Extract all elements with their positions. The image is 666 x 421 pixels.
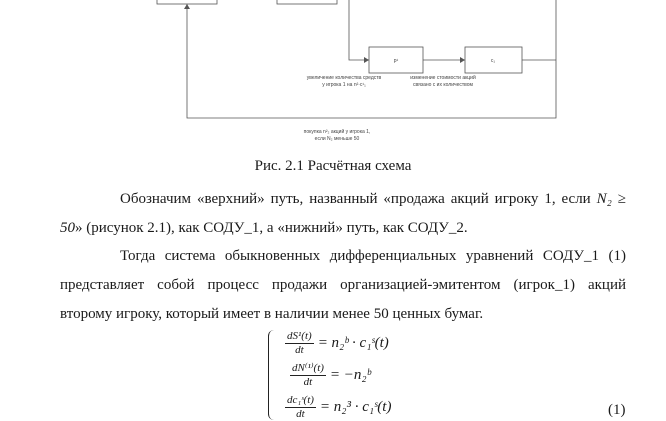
equation-2-fraction (290, 362, 326, 389)
label-bottom-line1: покупка n²₂ акций у игрока 1, (303, 129, 371, 135)
equation-2 (290, 362, 371, 389)
equation-1-fraction (285, 330, 314, 357)
equation-1-numerator: dS¹(t) (287, 330, 312, 342)
paragraph-system-description: Тогда система обыкновенных дифференциальных уравнений СОДУ_1 (1) представляет собой процесс продажи организацией-эмитентом (игрок_1) акций второму игроку, который имеет в наличии менее 50 ценных бумаг. (60, 248, 626, 322)
label-left-line1: увеличение количества средств (306, 75, 382, 81)
diagram-feedback-line (187, 0, 556, 118)
equation-1 (285, 330, 389, 357)
equation-3-rhs: = n₂³ · c₁ˢ(t) (319, 399, 392, 415)
equation-1-denominator: dt (295, 344, 304, 356)
paragraph-text-b: » (рисунок 2.1), как СОДУ_1, а «нижний» путь, как СОДУ_2. (75, 220, 468, 236)
equation-3-numerator: dc₁ˢ(t) (287, 394, 314, 406)
figure-caption: Рис. 2.1 Расчётная схема (254, 158, 412, 174)
diagram-arrowhead-up (184, 4, 190, 9)
equation-2-numerator: dN⁽¹⁾(t) (292, 362, 324, 374)
equation-1-rhs: = n₂ᵇ · c₁ˢ(t) (317, 335, 389, 351)
diagram-lower-branch-line (349, 0, 369, 60)
diagram-block-top-left (157, 0, 217, 4)
equation-2-rhs: = −n₂ᵇ (329, 367, 371, 383)
system-brace (268, 330, 279, 420)
equation-2-denominator: dt (303, 376, 313, 388)
label-bottom-line2: если N₂ меньше 50 (314, 136, 360, 142)
equation-3-denominator: dt (296, 408, 305, 420)
label-right-line2: связано с их количеством (412, 82, 474, 88)
paragraph-sodu-definition (60, 185, 626, 243)
calculation-scheme-diagram (0, 0, 666, 150)
diagram-arrowhead (364, 57, 369, 63)
block-p-label: p¹ (393, 58, 399, 64)
label-right-line1: изменение стоимости акций (410, 75, 476, 81)
diagram-arrowhead (460, 57, 465, 63)
equation-number: (1) (608, 402, 626, 418)
block-c-label: c₁ (490, 58, 496, 64)
label-left-line2: у игрока 1 на n²·c¹₁ (322, 82, 366, 88)
inline-math-condition: N₂ ≥ 50 (60, 191, 626, 236)
paragraph-text-a: Обозначим «верхний» путь, названный «продажа акций игроку 1, если (120, 191, 597, 207)
diagram-block-top-middle (277, 0, 337, 4)
